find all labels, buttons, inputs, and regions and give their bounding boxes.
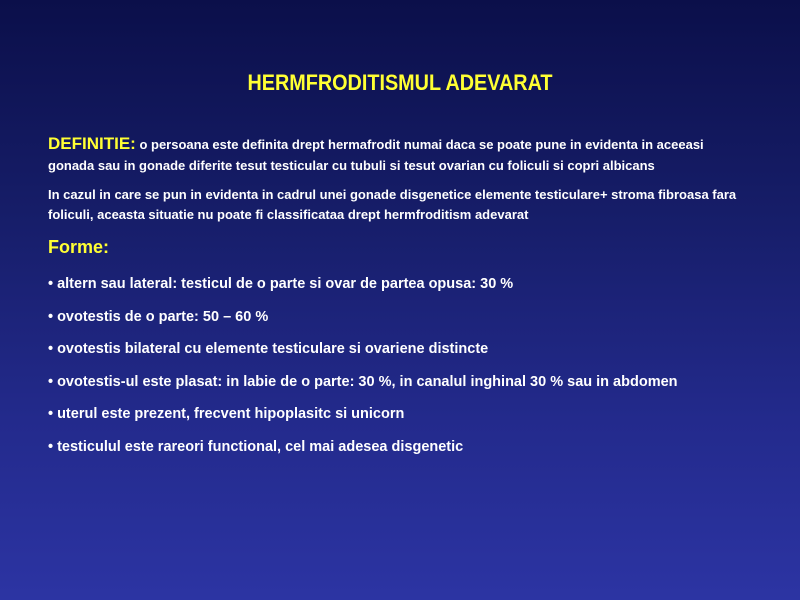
list-item bbox=[48, 404, 768, 437]
list-item bbox=[48, 274, 768, 307]
forms-label: Forme: bbox=[48, 237, 110, 257]
bullet-icon: • bbox=[48, 341, 54, 357]
bullet-icon: • bbox=[48, 373, 54, 390]
list-item-text: uterul este prezent, frecvent hipoplasitc si unicorn bbox=[57, 406, 405, 422]
list-item-text: ovotestis-ul este plasat: in labie de o parte: 30 %, in canalul inghinal 30 % sau in abdomen bbox=[57, 373, 678, 390]
list-item-text: testiculul este rareori functional, cel mai adesea disgenetic bbox=[57, 438, 464, 455]
bullet-icon: • bbox=[48, 276, 54, 292]
bullet-icon: • bbox=[48, 308, 54, 325]
note-paragraph: In cazul in care se pun in evidenta in cadrul unei gonade disgenetice elemente testiculare+ stroma fibroasa fara foliculi, aceasta situatie nu poate fi classificataa drept hermfroditism adevarat bbox=[48, 187, 737, 222]
slide-title: HERMFRODITISMUL ADEVARAT bbox=[247, 70, 553, 95]
list-item bbox=[48, 339, 768, 372]
bullet-icon: • bbox=[48, 406, 54, 422]
list-item bbox=[48, 307, 768, 340]
list-item-text: ovotestis de o parte: 50 – 60 % bbox=[57, 308, 269, 325]
list-item-text: ovotestis bilateral cu elemente testiculare si ovariene distincte bbox=[57, 341, 489, 357]
list-item bbox=[48, 372, 768, 405]
definition-text: o persoana este definita drept hermafrodit numai daca se poate pune in evidenta in aceeasi gonada sau in gonade diferite tesut testicular cu tubuli si tesut ovarian cu foliculi si copri albicans bbox=[48, 137, 704, 173]
list-item-text: altern sau lateral: testicul de o parte si ovar de partea opusa: 30 % bbox=[57, 276, 514, 292]
forms-list bbox=[48, 274, 768, 469]
definition-paragraph bbox=[48, 133, 748, 176]
bullet-icon: • bbox=[48, 438, 54, 455]
list-item bbox=[48, 437, 768, 470]
definition-label: DEFINITIE: bbox=[48, 134, 136, 153]
